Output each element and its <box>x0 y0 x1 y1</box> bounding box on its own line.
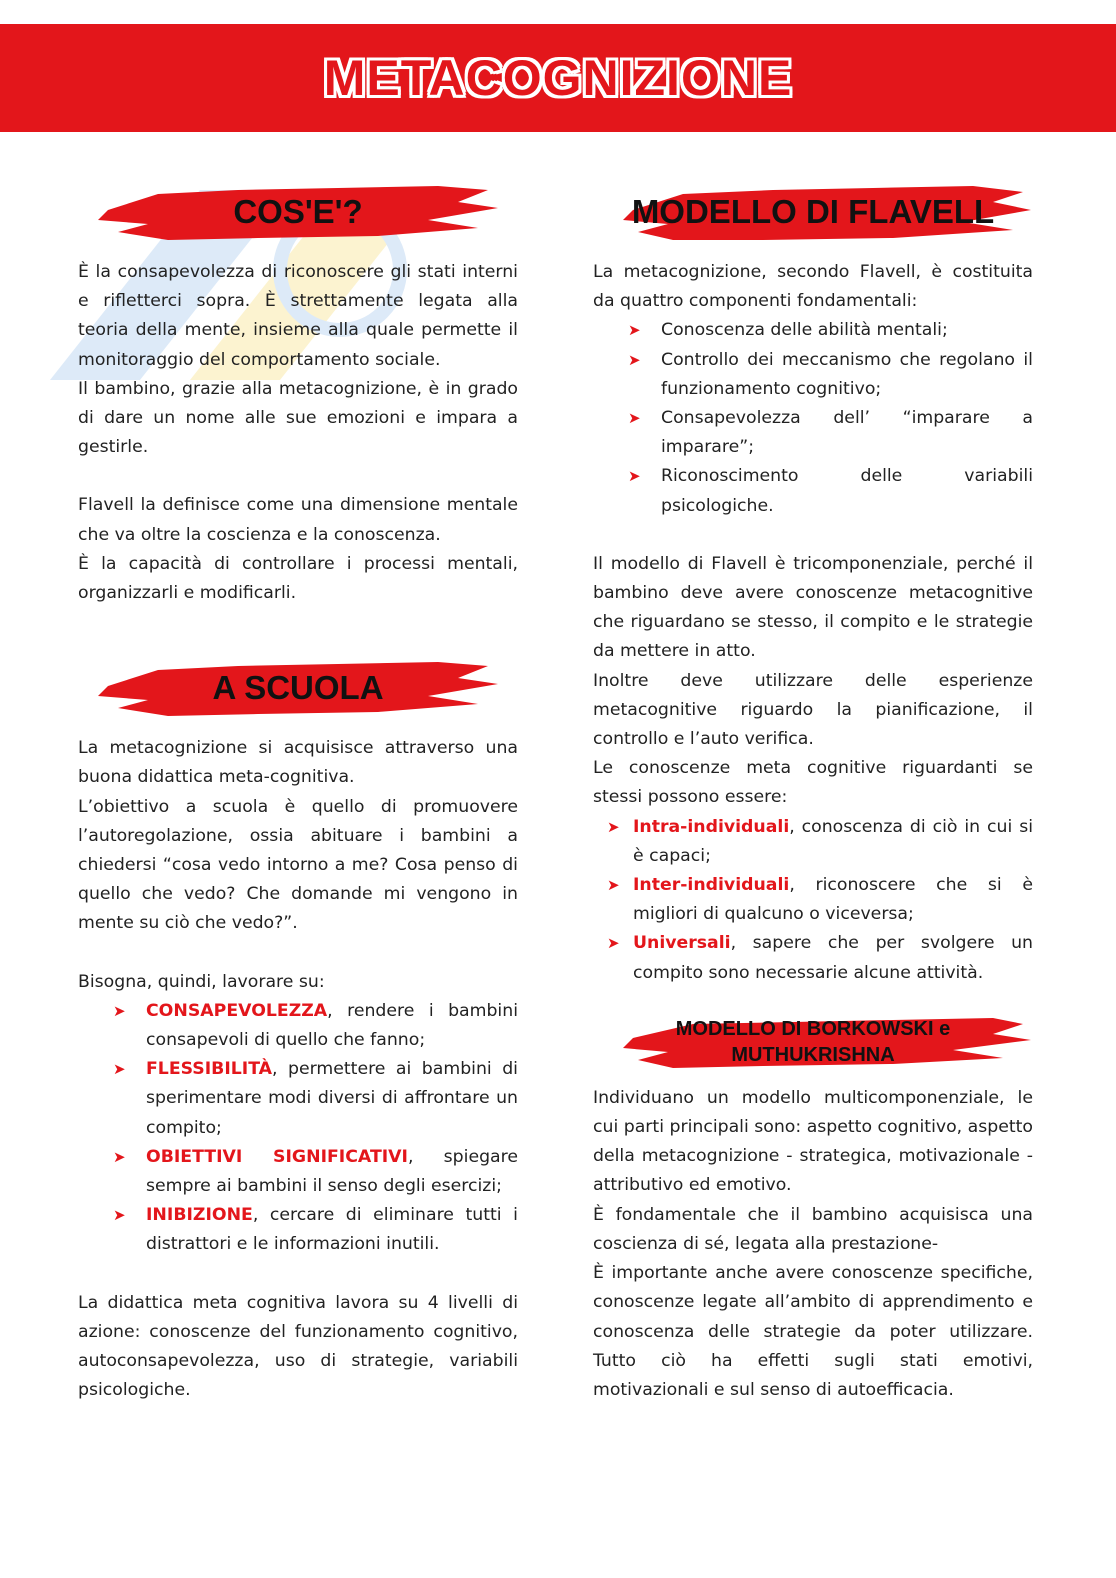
paragraph: Il modello di Flavell è tricomponenziale, perché il bambino deve avere conoscenze metacognitive che riguardano se stesso, il compito e le strategie da mettere in atto. <box>593 553 1033 662</box>
arrow-bullet-icon: ➤ <box>628 321 641 340</box>
paragraph: La didattica meta cognitiva lavora su 4 livelli di azione: conoscenze del funzionamento cognitivo, autoconsapevolezza, uso di strategie, variabili psicologiche. <box>78 1292 518 1401</box>
section-heading-cose <box>78 180 518 244</box>
paragraph: Inoltre deve utilizzare delle esperienze metacognitive riguardo la pianificazione, il controllo e l’auto verifica. <box>593 670 1033 750</box>
section-heading-flavell <box>593 180 1033 244</box>
paragraph: L’obiettivo a scuola è quello di promuovere l’autoregolazione, ossia abituare i bambini a chiedersi “cosa vedo intorno a me? Cosa penso di quello che vedo? Che domande mi vengono in mente su ciò che vedo?”. <box>78 796 518 934</box>
paragraph: La metacognizione, secondo Flavell, è costituita da quattro componenti fondamentali: <box>593 262 1033 312</box>
paragraph: Il bambino, grazie alla metacognizione, è in grado di dare un nome alle sue emozioni e impara a gestirle. <box>78 378 518 458</box>
list-item: ➤ INIBIZIONE, cercare di eliminare tutti i distrattori e le informazioni inutili. <box>78 1201 518 1259</box>
arrow-bullet-icon: ➤ <box>607 817 620 836</box>
list-item: ➤ Conoscenza delle abilità mentali; <box>593 316 1033 345</box>
paragraph: Individuano un modello multicomponenziale, le cui parti principali sono: aspetto cognitivo, aspetto della metacognizione - strategica, motivazionale - attributivo ed emotivo. <box>593 1087 1033 1196</box>
paragraph: È importante anche avere conoscenze specifiche, conoscenze legate all’ambito di apprendimento e conoscenza delle strategie da poter utilizzare. Tutto ciò ha effetti sugli stati emotivi, motivazionali e sul senso di autoefficacia. <box>593 1263 1033 1400</box>
paragraph: È la consapevolezza di riconoscere gli stati interni e rifletterci sopra. È strettamente legata alla teoria della mente, insieme alla quale permette il monitoraggio del comportamento sociale. <box>78 262 518 370</box>
arrow-bullet-icon: ➤ <box>628 467 641 486</box>
arrow-bullet-icon: ➤ <box>607 876 620 895</box>
heading-text: A SCUOLA <box>212 669 384 707</box>
list-item: ➤ Riconoscimento delle variabili psicologiche. <box>593 462 1033 520</box>
section-heading-borkowski <box>593 1014 1033 1070</box>
arrow-bullet-icon: ➤ <box>628 409 641 428</box>
components-list <box>593 316 1033 520</box>
right-column <box>593 180 1033 1405</box>
list-item: ➤ Universali, sapere che per svolgere un compito sono necessarie alcune attività. <box>593 929 1033 987</box>
heading-text: COS'E'? <box>233 193 363 230</box>
paragraph: Bisogna, quindi, lavorare su: <box>78 971 325 992</box>
list-item: ➤ OBIETTIVI SIGNIFICATIVI, spiegare sempre ai bambini il senso degli esercizi; <box>78 1143 518 1201</box>
paragraph: Le conoscenze meta cognitive riguardanti se stessi possono essere: <box>593 758 1033 808</box>
paragraph: La metacognizione si acquisisce attraverso una buona didattica meta-cognitiva. <box>78 738 518 788</box>
list-item: ➤ FLESSIBILITÀ, permettere ai bambini di sperimentare modi diversi di affrontare un compito; <box>78 1055 518 1143</box>
title-bar <box>0 24 1116 132</box>
self-knowledge-list <box>593 813 1033 988</box>
arrow-bullet-icon: ➤ <box>607 934 620 953</box>
list-item: ➤ Controllo dei meccanismo che regolano il funzionamento cognitivo; <box>593 346 1033 404</box>
heading-text-line2: MUTHUKRISHNA <box>731 1043 895 1066</box>
arrow-bullet-icon: ➤ <box>113 1147 126 1166</box>
list-item: ➤ Intra-individuali, conoscenza di ciò in cui si è capaci; <box>593 813 1033 871</box>
page-title: METACOGNIZIONE <box>323 50 793 106</box>
skills-list <box>78 997 518 1260</box>
section-heading-scuola <box>78 656 518 720</box>
arrow-bullet-icon: ➤ <box>628 350 641 369</box>
heading-text-line1: MODELLO DI BORKOWSKI e <box>675 1017 951 1040</box>
list-item: ➤ Inter-individuali, riconoscere che si è migliori di qualcuno o viceversa; <box>593 871 1033 929</box>
heading-text: MODELLO DI FLAVELL <box>631 193 995 230</box>
list-item: ➤ CONSAPEVOLEZZA, rendere i bambini consapevoli di quello che fanno; <box>78 997 518 1055</box>
paragraph: È la capacità di controllare i processi mentali, organizzarli e modificarli. <box>78 553 518 604</box>
arrow-bullet-icon: ➤ <box>113 1206 126 1225</box>
arrow-bullet-icon: ➤ <box>113 1001 126 1020</box>
list-item: ➤ Consapevolezza dell’ “imparare a imparare”; <box>593 404 1033 462</box>
paragraph: Flavell la definisce come una dimensione mentale che va oltre la coscienza e la conoscenza. <box>78 495 518 545</box>
arrow-bullet-icon: ➤ <box>113 1060 126 1079</box>
paragraph: È fondamentale che il bambino acquisisca una coscienza di sé, legata alla prestazione- <box>593 1204 1033 1254</box>
left-column <box>78 180 518 1406</box>
